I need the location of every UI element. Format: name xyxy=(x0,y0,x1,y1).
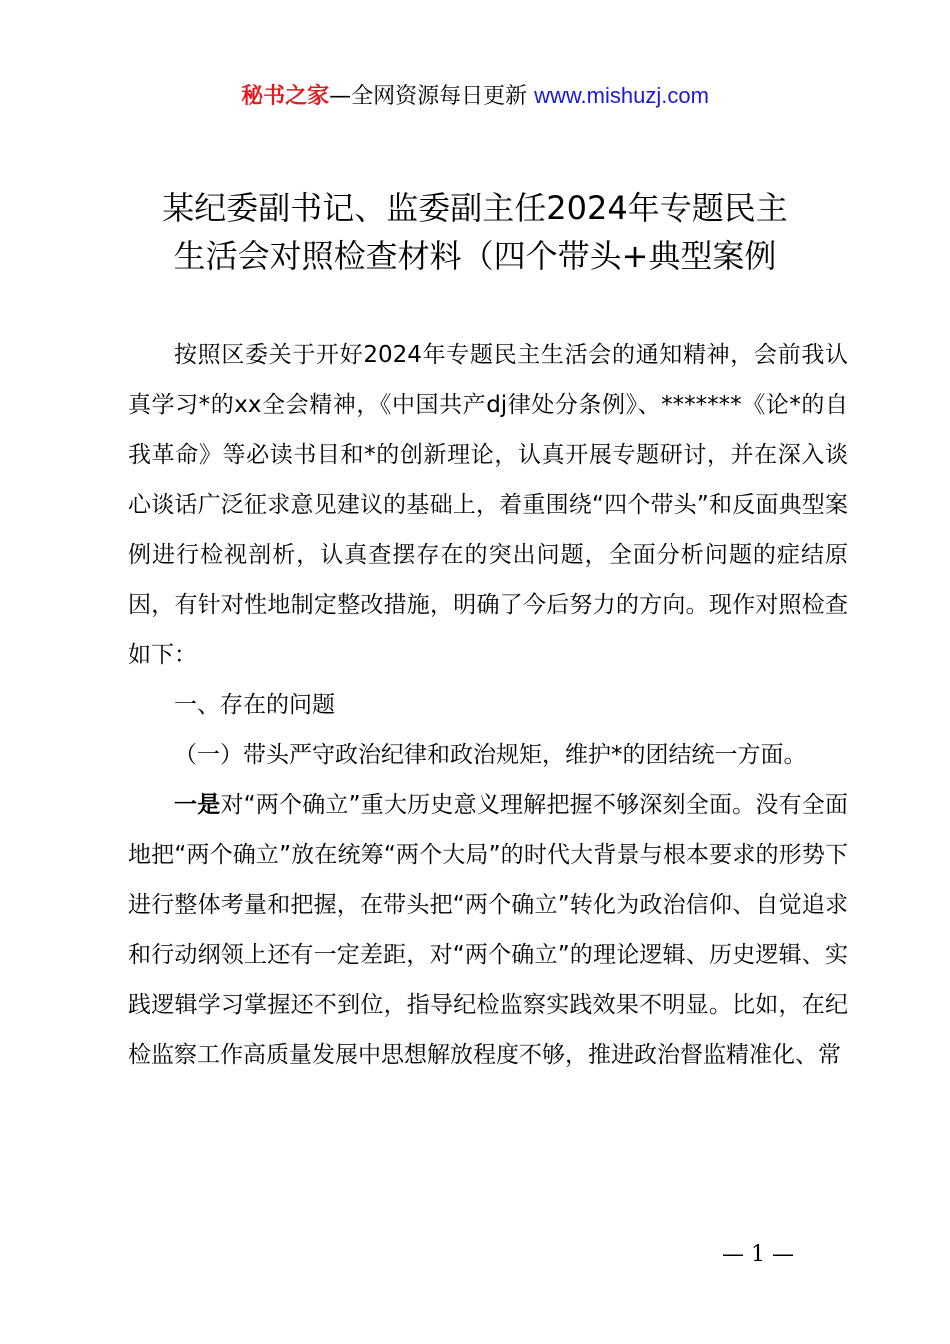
site-banner xyxy=(0,80,950,113)
title-line-1: 某纪委副书记、监委副主任2024年专题民主 xyxy=(162,189,788,227)
section-heading: 一、存在的问题 xyxy=(174,692,335,718)
title-line-2: 生活会对照检查材料（四个带头+典型案例 xyxy=(173,237,777,275)
site-url-link[interactable]: www.mishuzj.com xyxy=(534,83,709,108)
document-body xyxy=(128,330,848,1080)
subsection-heading: （一）带头严守政治纪律和政治规矩，维护*的团结统一方面。 xyxy=(174,742,807,768)
site-tagline: —全网资源每日更新 xyxy=(329,84,528,109)
point-lead: 一是 xyxy=(174,792,221,818)
point-text: 对“两个确立”重大历史意义理解把握不够深刻全面。没有全面地把“两个确立”放在统筹“两个大局”的时代大背景与根本要求的形势下进行整体考量和把握，在带头把“两个确立”转化为政治信仰、自觉追求和行动纲领上还有一定差距，对“两个确立”的理论逻辑、历史逻辑、实践逻辑学习掌握还不到位，指导纪检监察实践效果不明显。比如，在纪检监察工作高质量发展中思想解放程度不够，推进政治督监精准化、常 xyxy=(128,792,849,1068)
site-brand: 秘书之家 xyxy=(241,84,330,109)
document-title xyxy=(100,184,850,280)
page-number: — 1 — xyxy=(722,1242,794,1267)
point-paragraph xyxy=(128,780,848,1080)
intro-paragraph: 按照区委关于开好2024年专题民主生活会的通知精神，会前我认真学习*的xx全会精神，《中国共产dj律处分条例》、*******《论*的自我革命》等必读书目和*的创新理论，认真开展专题研讨，并在深入谈心谈话广泛征求意见建议的基础上，着重围绕“四个带头”和反面典型案例进行检视剖析，认真查摆存在的突出问题，全面分析问题的症结原因，有针对性地制定整改措施，明确了今后努力的方向。现作对照检查如下： xyxy=(128,342,848,668)
